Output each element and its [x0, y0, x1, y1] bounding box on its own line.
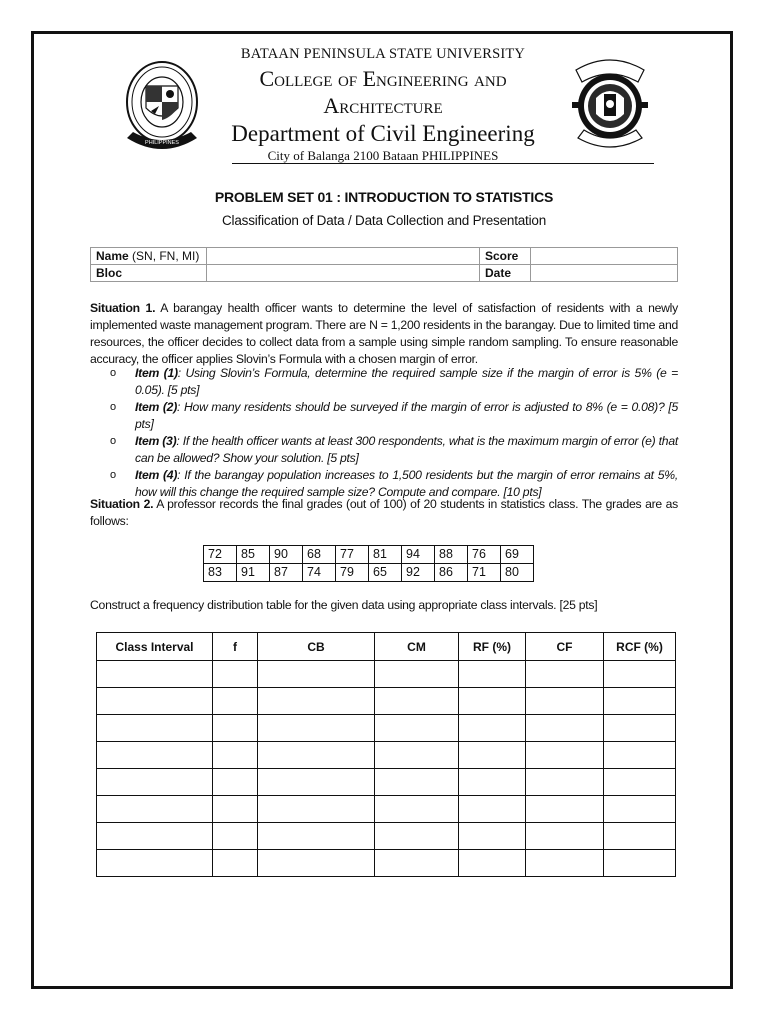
- table-row: [97, 850, 676, 877]
- answer-cell[interactable]: [258, 850, 375, 877]
- bullet-icon: o: [110, 435, 116, 447]
- grade-cell: 71: [468, 564, 501, 582]
- answer-cell[interactable]: [459, 661, 526, 688]
- table-row: [97, 769, 676, 796]
- answer-cell[interactable]: [97, 850, 213, 877]
- table-row: [97, 661, 676, 688]
- answer-cell[interactable]: [213, 688, 258, 715]
- bullet-icon: o: [110, 367, 116, 379]
- answer-cell[interactable]: [459, 769, 526, 796]
- table-row: [204, 564, 534, 582]
- answer-cell[interactable]: [526, 742, 604, 769]
- grade-cell: 91: [237, 564, 270, 582]
- answer-cell[interactable]: [213, 823, 258, 850]
- grade-cell: 92: [402, 564, 435, 582]
- answer-cell[interactable]: [375, 688, 459, 715]
- college-seal-logo: [568, 54, 652, 158]
- answer-cell[interactable]: [375, 715, 459, 742]
- answer-cell[interactable]: [526, 688, 604, 715]
- grade-cell: 68: [303, 546, 336, 564]
- answer-cell[interactable]: [258, 715, 375, 742]
- answer-cell[interactable]: [604, 742, 676, 769]
- answer-cell[interactable]: [526, 850, 604, 877]
- grade-cell: 85: [237, 546, 270, 564]
- seal-ribbon-text: PHILIPPINES: [145, 140, 179, 146]
- answer-cell[interactable]: [258, 742, 375, 769]
- table-row: [97, 796, 676, 823]
- answer-cell[interactable]: [213, 796, 258, 823]
- list-item: o Item (4): If the barangay population increases to 1,500 residents but the margin of error remains at 5%, how will this change the required sample size? Compute and compare. [10 pts]: [110, 468, 678, 499]
- answer-cell[interactable]: [213, 769, 258, 796]
- answer-cell[interactable]: [375, 823, 459, 850]
- grade-cell: 77: [336, 546, 369, 564]
- answer-cell[interactable]: [213, 715, 258, 742]
- answer-cell[interactable]: [604, 769, 676, 796]
- answer-cell[interactable]: [258, 688, 375, 715]
- answer-cell[interactable]: [213, 742, 258, 769]
- answer-cell[interactable]: [375, 769, 459, 796]
- student-info-table: [90, 247, 678, 282]
- problem-set-title: PROBLEM SET 01 : INTRODUCTION TO STATISTICS: [214, 189, 554, 205]
- grade-cell: 88: [435, 546, 468, 564]
- problem-set-subtitle: Classification of Data / Data Collection and Presentation: [221, 213, 547, 228]
- answer-cell[interactable]: [459, 715, 526, 742]
- score-field[interactable]: [531, 248, 678, 265]
- answer-cell[interactable]: [97, 688, 213, 715]
- answer-cell[interactable]: [604, 661, 676, 688]
- name-label-cell: Name (SN, FN, MI): [91, 248, 207, 265]
- name-field[interactable]: [207, 248, 480, 265]
- grade-cell: 79: [336, 564, 369, 582]
- answer-cell[interactable]: [604, 796, 676, 823]
- situation-2-text: Situation 2. A professor records the final grades (out of 100) of 20 students in statistics class. The grades are as follows:: [90, 497, 678, 528]
- situation-1-text: Situation 1. A barangay health officer wants to determine the level of satisfaction of residents with a newly implemented waste management program. There are N = 1,200 residents in the barangay. Due to limited time and resources, the officer decides to collect data from a sample using simple random sampling. To ensure reasonable accuracy, the officer applies Slovin’s Formula with a chosen margin of error.: [90, 301, 679, 366]
- answer-cell[interactable]: [258, 796, 375, 823]
- grade-cell: 72: [204, 546, 237, 564]
- grade-cell: 81: [369, 546, 402, 564]
- bloc-label: Bloc: [91, 265, 207, 282]
- answer-cell[interactable]: [97, 661, 213, 688]
- answer-cell[interactable]: [526, 796, 604, 823]
- answer-cell[interactable]: [97, 742, 213, 769]
- table-row: [204, 546, 534, 564]
- bullet-icon: o: [110, 469, 116, 481]
- list-item: o Item (3): If the health officer wants at least 300 respondents, what is the maximum margin of error (e) that can be allowed? Show your solution. [5 pts]: [110, 434, 679, 465]
- answer-cell[interactable]: [375, 850, 459, 877]
- answer-cell[interactable]: [258, 823, 375, 850]
- department-name: Department of Civil Engineering: [231, 121, 535, 146]
- bloc-field[interactable]: [207, 265, 480, 282]
- answer-cell[interactable]: [97, 715, 213, 742]
- table-row: [97, 742, 676, 769]
- column-header-cb: CB: [258, 633, 375, 661]
- grade-cell: 69: [501, 546, 534, 564]
- answer-cell[interactable]: [604, 850, 676, 877]
- answer-cell[interactable]: [459, 688, 526, 715]
- situation-1-items: [110, 365, 678, 501]
- answer-cell[interactable]: [459, 823, 526, 850]
- table-row: [97, 823, 676, 850]
- grade-cell: 90: [270, 546, 303, 564]
- situation-1-label: Situation 1.: [90, 301, 156, 315]
- column-header-f: f: [213, 633, 258, 661]
- grades-table: [203, 545, 534, 582]
- column-header-cf: CF: [526, 633, 604, 661]
- date-label: Date: [480, 265, 531, 282]
- answer-cell[interactable]: [375, 796, 459, 823]
- college-name-line1: College of Engineering and: [259, 66, 507, 91]
- answer-cell[interactable]: [526, 715, 604, 742]
- grade-cell: 76: [468, 546, 501, 564]
- table-header-row: [97, 633, 676, 661]
- answer-cell[interactable]: [258, 661, 375, 688]
- answer-cell[interactable]: [97, 796, 213, 823]
- answer-cell[interactable]: [526, 823, 604, 850]
- answer-cell[interactable]: [604, 688, 676, 715]
- situation-2-label: Situation 2.: [90, 497, 154, 511]
- answer-cell[interactable]: [97, 823, 213, 850]
- university-seal-logo: [121, 56, 203, 156]
- column-header-cm: CM: [375, 633, 459, 661]
- answer-cell[interactable]: [459, 742, 526, 769]
- grade-cell: 83: [204, 564, 237, 582]
- answer-cell[interactable]: [526, 661, 604, 688]
- frequency-distribution-table: [96, 632, 676, 877]
- column-header-class-interval: Class Interval: [97, 633, 213, 661]
- score-label: Score: [480, 248, 531, 265]
- column-header-rf: RF (%): [459, 633, 526, 661]
- university-address: City of Balanga 2100 Bataan PHILIPPINES: [267, 148, 499, 163]
- answer-cell[interactable]: [213, 850, 258, 877]
- column-header-rcf: RCF (%): [604, 633, 676, 661]
- grade-cell: 86: [435, 564, 468, 582]
- university-name: BATAAN PENINSULA STATE UNIVERSITY: [240, 46, 526, 62]
- grade-cell: 65: [369, 564, 402, 582]
- bullet-icon: o: [110, 401, 116, 413]
- answer-cell[interactable]: [459, 850, 526, 877]
- answer-cell[interactable]: [375, 742, 459, 769]
- list-item: o Item (1): Using Slovin’s Formula, determine the required sample size if the margin of error is 5% (e = 0.05). [5 pts]: [110, 366, 678, 397]
- frequency-table-body: [97, 661, 676, 877]
- table-row: [97, 715, 676, 742]
- frequency-table-instruction: Construct a frequency distribution table for the given data using appropriate class intervals. [25 pts]: [90, 598, 598, 612]
- answer-cell[interactable]: [604, 823, 676, 850]
- date-field[interactable]: [531, 265, 678, 282]
- answer-cell[interactable]: [213, 661, 258, 688]
- answer-cell[interactable]: [97, 769, 213, 796]
- grade-cell: 80: [501, 564, 534, 582]
- grade-cell: 94: [402, 546, 435, 564]
- grade-cell: 74: [303, 564, 336, 582]
- list-item: o Item (2): How many residents should be surveyed if the margin of error is adjusted to 8% (e = 0.08)? [5 pts]: [110, 400, 678, 431]
- table-row: [97, 688, 676, 715]
- college-name-line2: Architecture: [323, 93, 443, 118]
- header-divider: [232, 163, 654, 164]
- grade-cell: 87: [270, 564, 303, 582]
- answer-cell[interactable]: [459, 796, 526, 823]
- answer-cell[interactable]: [526, 769, 604, 796]
- answer-cell[interactable]: [258, 769, 375, 796]
- answer-cell[interactable]: [604, 715, 676, 742]
- answer-cell[interactable]: [375, 661, 459, 688]
